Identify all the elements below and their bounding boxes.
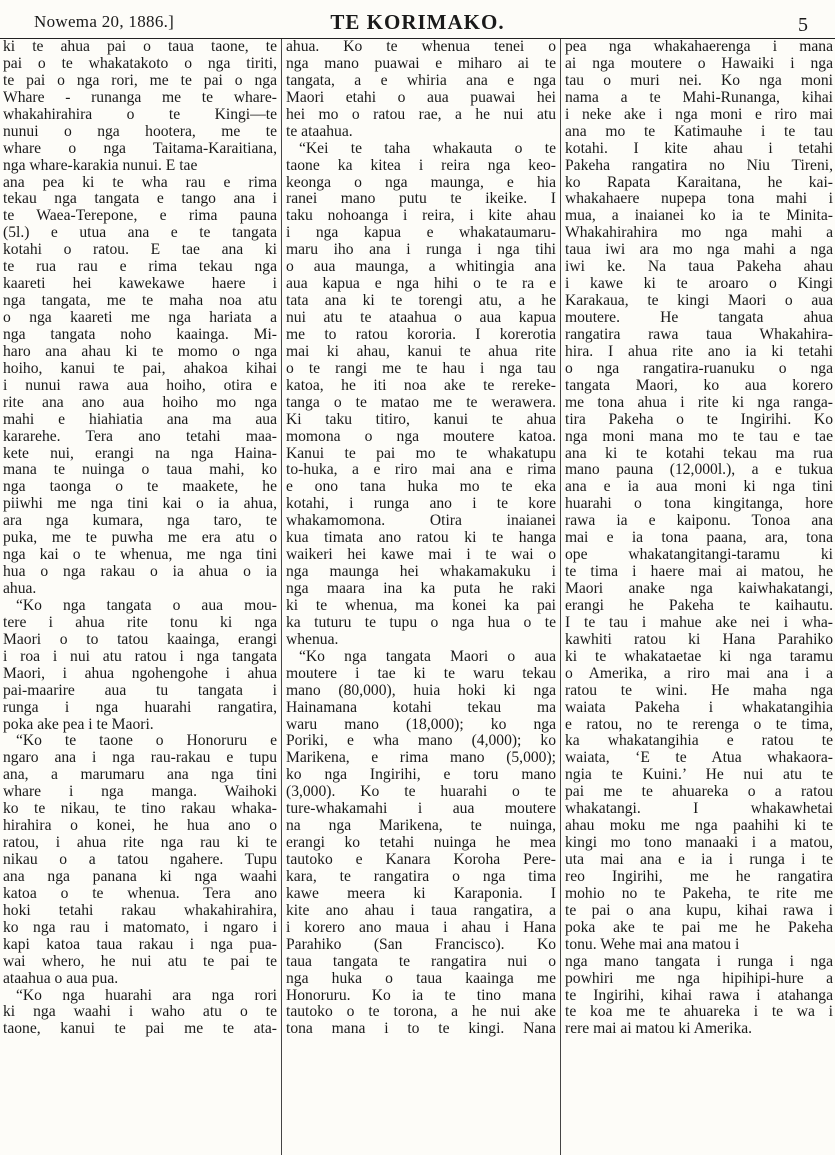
text-column-3 [562,39,835,1155]
text-line: te Waea-Terepone, e rima pauna [3,207,277,225]
text-line: poka ake pea i te Maori. [3,715,154,733]
text-line: taua iwi ara mo nga mahi a nga [565,241,833,259]
text-line: nga moni mana mo te tau e tae [565,427,833,445]
text-line: ranei mano putu te ikeike. I [286,190,556,208]
text-line: waikeri hei kawe mai i te wai o [286,546,556,564]
text-line: ahua. Ko te whenua tenei o [286,39,556,55]
text-line: i neke ake i nga moni e riro mai [565,105,833,123]
text-line: nga whare-karakia nunui. E tae [3,156,198,174]
text-line: kingi mo tono manaaki i a matou, [565,834,833,852]
text-line: Poriki, e wha mano (4,000); ko [286,732,556,750]
text-line: whakamomona. Otira inaianei [286,512,556,530]
text-line: ko nga rau i matomato, i ngaro i [3,918,277,936]
text-line: whakahaere nupepa tona mahi i [565,190,833,208]
text-line: waiata Pakeha i whakatangihia [565,698,833,716]
text-line: ko nga Ingirihi, e toru mano [286,766,556,784]
text-line: nui atu te ataahua o aua kapua [286,309,556,326]
text-line: moutere. He tangata ahua [565,309,833,326]
text-line: kotahi, i runga ano i te kore [286,495,556,513]
text-line: mahi e hiahiatia ana ma aua [3,410,277,428]
text-line: kararehe. Tera ano tetahi maa- [3,427,277,445]
text-line: pea nga whakahaerenga i mana [565,39,833,55]
text-line: tonu. Wehe mai ana matou i [565,935,740,953]
text-column-2 [283,39,558,1155]
text-line: i korero ano maua i ahau i Hana [286,918,556,936]
text-line: tere i ahua rite tonu ki nga [3,613,277,631]
text-line: rite ana ano aua hoiho mo nga [3,393,277,411]
page-number: 5 [798,14,808,36]
text-line: ngia te Kuini.’ He nui atu te [565,766,833,784]
text-line: ataahua o aua pua. [3,969,119,987]
column-divider [560,39,561,1155]
text-line: i kawe ki te aroaro o Kingi [565,275,833,293]
text-line: o Amerika, a riro mai ana i a [565,664,833,682]
text-line: nama a te Mahi-Runanga, kihai [565,88,833,106]
text-line: rere mai ai matou ki Amerika. [565,1020,753,1038]
text-line: te tima i haere mai ai matou, he [565,563,833,581]
text-line: pai me te ahuareka o a ratou [565,783,833,801]
text-line: Maori o to tatou kaainga, erangi [3,630,277,648]
text-line: nga maara ina ka puta he raki [286,580,556,597]
text-line: aua kapua e nga hihi o te ra e [286,275,556,293]
text-line: ko Rapata Karaitana, he kai- [565,173,833,191]
text-line: whakatangi. I whakawhetai [565,800,833,818]
text-line: haro ana ahau ki te momo o nga [3,342,277,360]
text-line: whare i nga manga. Waihoki [3,783,277,801]
text-line: tautoko o te torona, a he nui ake [286,1003,556,1021]
text-line: taone, kanui te pai me te ata- [3,1020,277,1038]
text-line: ahau moku me nga paahihi ki te [565,817,833,835]
text-line: me tona ahua i rite ki nga ranga- [565,393,833,411]
text-line: Parahiko (San Francisco). Ko [286,935,556,953]
text-line: Honoruru. Ko ia te tino mana [286,986,556,1004]
text-line: na nga Marikena, te nuinga, [286,817,556,835]
text-line: mana te nuinga o taua mahi, ko [3,461,277,479]
text-line: ko te nikau, te tino rakau whaka- [3,800,277,818]
text-line: ki nga waahi i waho atu o te [3,1003,277,1021]
text-line: tau o muri nei. Ko nga moni [565,71,833,89]
text-line: ka whakatangihia e ratou te [565,732,833,750]
text-line: Maori anake nga kaiwhakatangi, [565,580,833,597]
text-line: katoa o te whenua. Tera ano [3,884,277,902]
text-line: tangata, a e whiria ana e nga [286,71,556,89]
text-line: te koa me te ahuareka i te wa i [565,1003,833,1021]
text-line: maru iho ana i runga i nga tihi [286,241,556,259]
text-line: rangatira rawa taua Whakahira- [565,325,833,343]
text-line: ara nga kumara, nga taro, te [3,512,277,530]
text-line: ture-whakamahi i aua moutere [286,800,556,818]
text-line: katoa, he iti noa ake te rereke- [286,376,556,394]
text-line: I te tau i mahue ake nei i wha- [565,613,833,631]
text-line: hei mo o ratou rae, a he nui atu [286,105,556,123]
text-line: mano pauna (12,000l.), a e tukua [565,461,833,479]
text-line: kawe meera ki Karaponia. I [286,884,556,902]
text-line: o nga kaareti me nga hariata a [3,309,277,326]
text-line: nunui o nga hootera, me te [3,122,277,140]
text-line: “Kei te taha whakauta o te [299,139,556,157]
text-line: taku nohoanga i reira, i kite ahau [286,207,556,225]
text-line: kaareti hei kawekawe haere i [3,275,277,293]
text-line: (5l.) e utua ana e te tangata [3,224,277,242]
page-header [0,0,835,40]
text-line: Ki taku titiro, kanui te ahua [286,410,556,428]
text-line: e ono tana huka mo te eka [286,478,556,496]
text-line: “Ko nga tangata Maori o aua [299,647,556,665]
text-line: ana, a marumaru ana nga tini [3,766,277,784]
text-line: tautoko e Kanara Koroha Pere- [286,851,556,868]
text-line: nga taonga o te maakete, he [3,478,277,496]
text-line: wai whero, he nui atu te pai te [3,952,277,970]
text-line: ana e ia aua moni ki nga tini [565,478,833,496]
text-line: o aua maunga, a whitingia ana [286,258,556,276]
text-line: te rua rau e rima tekau nga [3,258,277,276]
text-line: te pai o ana kupu, kihai rawa i [565,901,833,919]
text-line: Karakaua, te kingi Maori o aua [565,292,833,310]
column-divider [281,39,282,1155]
text-line: tanga o te matao me te werawera. [286,393,556,411]
text-line: kua timata ano ratou ki te hanga [286,529,556,547]
text-line: ratou, i ahua rite nga rau ki te [3,834,277,852]
text-line: hua o nga rakau o ia ahua o ia [3,563,277,581]
text-line: taone ka kitea i reira nga keo- [286,156,556,174]
text-line: puka, me te puwha me era atu o [3,529,277,547]
text-line: me to ratou kororia. I korerotia [286,325,556,343]
text-line: erangi ko tetahi nuinga he mea [286,834,556,852]
text-line: to-huka, a e riro mai ana e rima [286,461,556,479]
text-line: Kanui te pai mo te whakatupu [286,444,556,462]
text-line: reo Ingirihi, me he rangatira [565,867,833,885]
text-line: ahua. [3,580,37,597]
text-line: Whare - runanga me te whare- [3,88,277,106]
text-line: whare o nga Taitama-Karaitiana, [3,139,277,157]
text-line: ana nga panana ki nga waahi [3,867,277,885]
text-line: mai ki ahau, kanui te ahua rite [286,342,556,360]
text-line: taua tangata te rangatira nui o [286,952,556,970]
text-line: ki te ahua pai o taua taone, te [3,39,277,55]
text-line: nga mano puawai e miharo ai te [286,54,556,72]
text-line: tira Pakeha o te Ingirihi. Ko [565,410,833,428]
text-line: ana pea ki te wha rau e rima [3,173,277,191]
text-line: kete nui, erangi na nga Haina- [3,444,277,462]
text-line: mohio no te Pakeha, te rite me [565,884,833,902]
text-line: pai o te whakatakoto o nga tiriti, [3,54,277,72]
text-line: nga huka o taua kaainga me [286,969,556,987]
text-line: keonga o nga maunga, e hia [286,173,556,191]
text-line: ana mo te Katimauhe i te tau [565,122,833,140]
text-line: tangata Maori, ko aua korero [565,376,833,394]
text-line: waru mano (18,000); ko nga [286,715,556,733]
text-line: waiata, ‘E te Atua whakaora- [565,749,833,767]
text-line: Pakeha rangatira no Niu Tireni, [565,156,833,174]
text-line: kawhiti ratou ki Hana Parahiko [565,630,833,648]
text-line: Hainamana kotahi tekau ma [286,698,556,716]
text-line: hoiho, kanui te pai, ahakoa kihai [3,359,277,377]
text-line: uta mai ana e ia i runga i te [565,851,833,868]
text-line: hirahira o konei, he hua ano o [3,817,277,835]
issue-date: Nowema 20, 1886.] [34,12,175,31]
text-line: ki te whenua, ma konei ka pai [286,596,556,614]
text-line: kotahi. I kite ahau i tetahi [565,139,833,157]
text-line: i nunui rawa aua hoiho, otira e [3,376,277,394]
text-line: tekau nga tangata e tango ana i [3,190,277,208]
text-line: piiwhi me nga tini kai o ia ahua, [3,495,277,513]
text-line: “Ko nga tangata o aua mou- [16,596,277,614]
text-line: mano (80,000), huia hoki ki nga [286,681,556,699]
text-line: (3,000). Ko te huarahi o te [286,783,556,801]
text-line: whenua. [286,630,339,648]
text-line: nga mano tangata i runga i nga [565,952,833,970]
text-line: i nga kapua e whakataumaru- [286,224,556,242]
text-line: kapi katoa taua rakau i nga pua- [3,935,277,953]
text-line: o te rangi me te hau i nga tau [286,359,556,377]
text-line: “Ko nga huarahi ara nga rori [16,986,277,1004]
text-line: kotahi o ratou. E tae ana ki [3,241,277,259]
text-line: erangi he Pakeha te kaihautu. [565,596,833,614]
text-line: ka tuturu te tupu o nga hua o te [286,613,556,631]
text-line: whakahirahira o te Kingi—te [3,105,277,123]
text-line: Whakahirahira mo nga mahi a [565,224,833,242]
text-line: ki te whakataetae ki nga taramu [565,647,833,665]
text-line: poka ake te pai me he Pakeha [565,918,833,936]
text-line: Marikena, e rima mano (5,000); [286,749,556,767]
text-line: huarahi o tona kingitanga, hore [565,495,833,513]
text-line: mai e ia tona paana, ara, tona [565,529,833,547]
text-line: “Ko te taone o Honoruru e [16,732,277,750]
text-line: nga tangata, me te maha noa atu [3,292,277,310]
text-line: nga maunga hei whakamakuku i [286,563,556,581]
text-line: rawa ia e kaiponu. Tonoa ana [565,512,833,530]
text-line: ai nga moutere o Hawaiki i nga [565,54,833,72]
text-line: te Ingirihi, kihai rawa i atahanga [565,986,833,1004]
text-line: te pai o nga rori, me te pai o nga [3,71,277,89]
text-line: o nga rangatira-ruanuku o nga [565,359,833,377]
text-line: pai-maarire aua tu tangata i [3,681,277,699]
text-line: Maori, i ahua ngohengohe i ahua [3,664,277,682]
text-line: ope whakatangitangi-taramu ki [565,546,833,564]
text-line: moutere i tae ki te waru tekau [286,664,556,682]
text-line: nga tangata noho kaainga. Mi- [3,325,277,343]
text-line: kara, te rangatira o nga tima [286,867,556,885]
text-line: iwi ke. Na taua Pakeha ahau [565,258,833,276]
text-line: tata ana ki te torengi atu, a he [286,292,556,310]
text-line: nikau o a tatou ngahere. Tupu [3,851,277,868]
text-line: kite ano ahau i taua rangatira, a [286,901,556,919]
text-line: Maori etahi o aua puawai hei [286,88,556,106]
text-line: nga kai o te whenua, me nga tini [3,546,277,564]
newspaper-title: TE KORIMAKO. [330,10,505,34]
text-line: mua, a inaianei ko ia te Minita- [565,207,833,225]
text-line: ana ki te kotahi tekau ma rua [565,444,833,462]
text-line: e ratou, no te rerenga o te tima, [565,715,833,733]
text-line: hoki tetahi rakau whakahirahira, [3,901,277,919]
text-line: hira. I ahua rite ano ia ki tetahi [565,342,833,360]
text-line: ngaro ana i nga rau-rakau e tupu [3,749,277,767]
text-line: ratou te wini. He maha nga [565,681,833,699]
text-line: te ataahua. [286,122,353,140]
text-line: momona o nga moutere katoa. [286,427,556,445]
text-column-1 [0,39,279,1155]
text-line: runga i nga huarahi rangatira, [3,698,277,716]
text-line: powhiri me nga hipihipi-hure a [565,969,833,987]
text-line: i roa i nui atu ratou i nga tangata [3,647,277,665]
text-line: tona mana i to te kingi. Nana [286,1020,556,1038]
